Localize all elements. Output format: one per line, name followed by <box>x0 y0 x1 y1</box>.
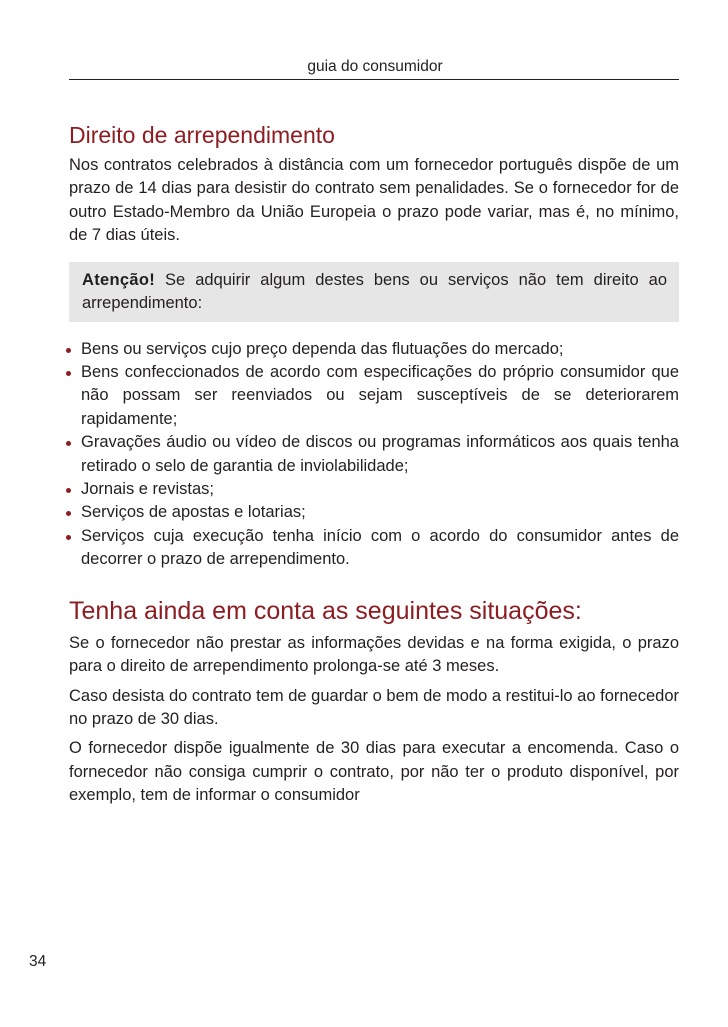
bullet-icon <box>66 441 71 446</box>
section-heading-situacoes: Tenha ainda em conta as seguintes situações: <box>69 596 582 625</box>
list-item: Jornais e revistas; <box>66 478 679 501</box>
exceptions-list <box>66 338 679 572</box>
attention-callout <box>69 262 679 322</box>
callout-label: Atenção! <box>82 270 155 289</box>
bullet-icon <box>66 535 71 540</box>
section-situations <box>69 596 679 808</box>
running-header: guia do consumidor <box>307 58 443 75</box>
bullet-icon <box>66 348 71 353</box>
page-number: 34 <box>29 953 47 970</box>
list-item: Bens confeccionados de acordo com especificações do próprio consumidor que não possam ser reenviados ou sejam susceptíveis de se deteriorarem rapidamente; <box>66 361 679 431</box>
list-item: Gravações áudio ou vídeo de discos ou programas informáticos aos quais tenha retirado o selo de garantia de inviolabilidade; <box>66 431 679 478</box>
list-item: Serviços de apostas e lotarias; <box>66 501 679 524</box>
callout-text: Se adquirir algum destes bens ou serviços não tem direito ao arrependimento: <box>82 270 667 312</box>
bullet-icon <box>66 488 71 493</box>
page-content <box>69 120 679 808</box>
body-paragraph: Se o fornecedor não prestar as informações devidas e na forma exigida, o prazo para o direito de arrependimento prolonga-se até 3 meses. <box>69 633 679 676</box>
bullet-icon <box>66 511 71 516</box>
header-rule <box>69 79 679 80</box>
list-item: Serviços cuja execução tenha início com o acordo do consumidor antes de decorrer o prazo de arrependimento. <box>66 525 679 572</box>
intro-paragraph: Nos contratos celebrados à distância com um fornecedor português dispõe de um prazo de 14 dias para desistir do contrato sem penalidades. Se o fornecedor for de outro Estado-Membro da União Europeia o prazo pode variar, mas é, no mínimo, de 7 dias úteis. <box>69 156 679 245</box>
list-item: Bens ou serviços cujo preço dependa das flutuações do mercado; <box>66 338 679 361</box>
bullet-icon <box>66 371 71 376</box>
body-paragraph: O fornecedor dispõe igualmente de 30 dias para executar a encomenda. Caso o fornecedor não consiga cumprir o contrato, por não ter o produto disponível, por exemplo, tem de informar o consumidor <box>69 739 679 805</box>
body-paragraph: Caso desista do contrato tem de guardar o bem de modo a restitui-lo ao fornecedor no prazo de 30 dias. <box>69 686 679 728</box>
section-heading-arrependimento: Direito de arrependimento <box>69 122 335 148</box>
